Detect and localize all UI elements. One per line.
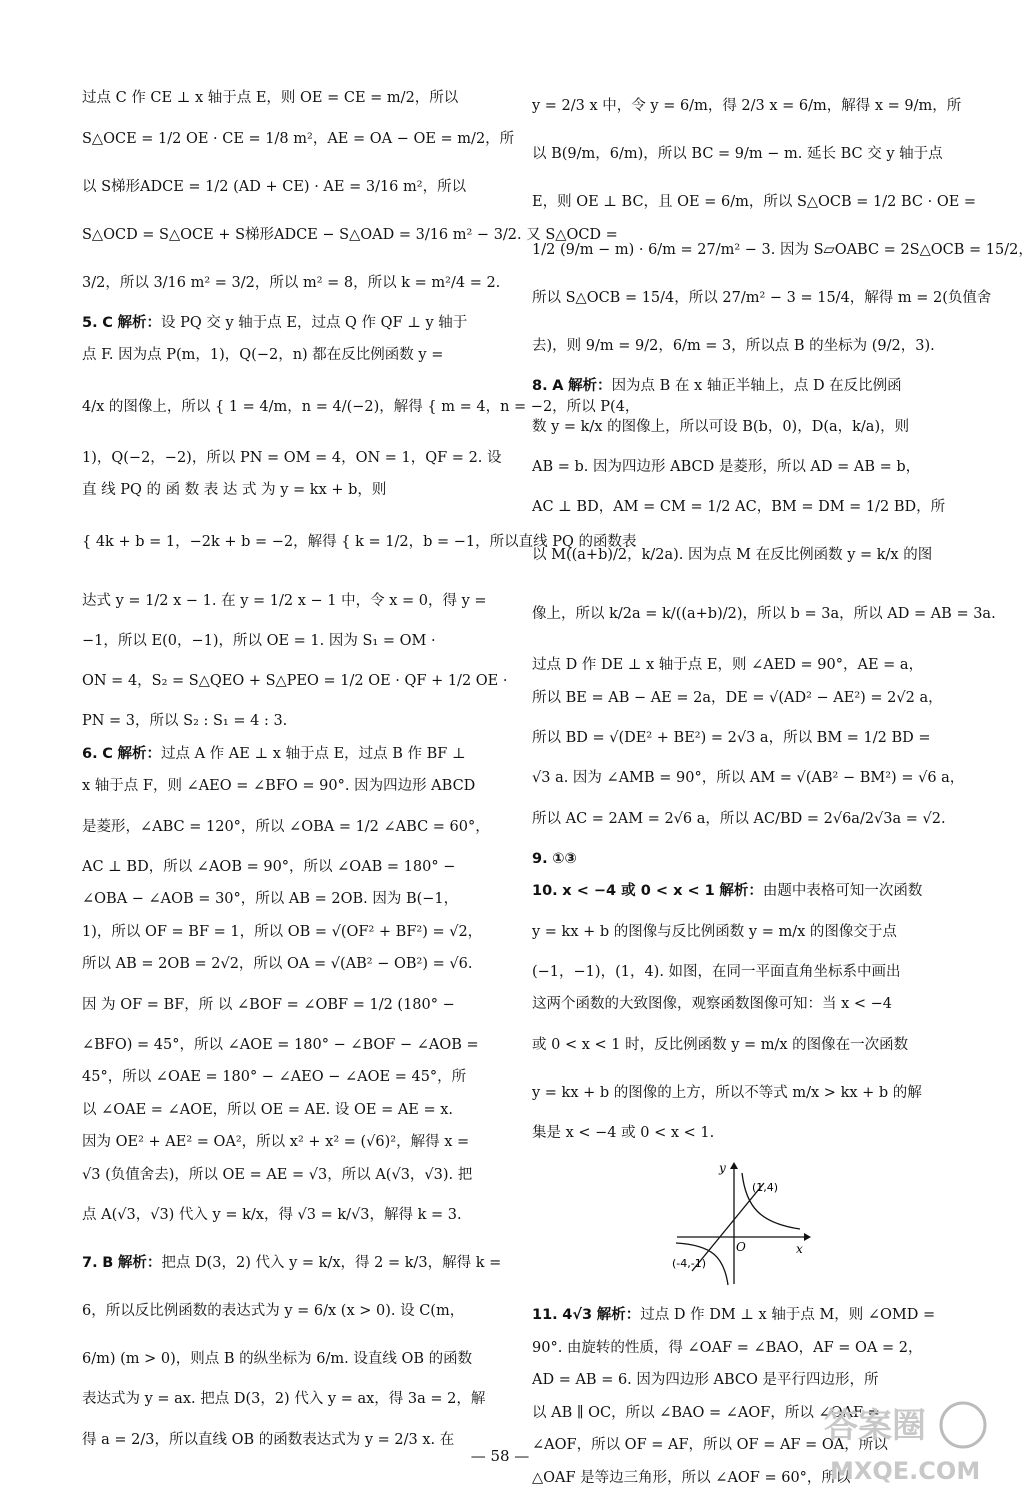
text-line (532, 1332, 940, 1365)
text-line (532, 714, 940, 762)
text-line (532, 908, 940, 956)
answer-choice: x < −4 或 0 < x < 1 (562, 883, 715, 899)
line-text: 直 线 PQ 的 函 数 表 达 式 为 y = kx + b，则 (82, 482, 387, 498)
x-axis-label: x (796, 1242, 803, 1256)
text-line (82, 307, 490, 340)
line-text: 是菱形，∠ABC = 120°，所以 ∠OBA = 1/2 ∠ABC = 60°， (82, 818, 490, 835)
text-line (82, 163, 490, 211)
text-line (82, 211, 618, 259)
analysis-label: 解析： (596, 1307, 641, 1323)
function-graph (672, 1159, 812, 1289)
text-line (532, 1117, 940, 1150)
line-text: S△OCD = S△OCE + S梯形ADCE − S△OAD = 3/16 m² − 3/2. 又 S△OCD = (82, 226, 618, 243)
text-line (82, 981, 490, 1029)
line-text: y = kx + b 的图像的上方，所以不等式 m/x > kx + b 的解 (532, 1084, 922, 1101)
line-text: 或 0 < x < 1 时，反比例函数 y = m/x 的图像在一次函数 (532, 1036, 909, 1053)
line-text: ∠OBA − ∠AOB = 30°，所以 AB = 2OB. 因为 B(−1， (82, 891, 459, 907)
text-line (532, 178, 977, 226)
text-line (532, 1069, 940, 1117)
text-line (82, 883, 490, 916)
x-axis-arrow (804, 1233, 811, 1241)
line-text: 4/x 的图像上，所以 { 1 = 4/m，n = 4/(−2)，解得 { m = 4，n = −2，所以 P(4， (82, 398, 640, 415)
text-line (82, 1126, 490, 1159)
answer-choice: A (552, 378, 564, 394)
line-text: 因为点 B 在 x 轴正半轴上，点 D 在反比例函 (611, 378, 902, 394)
line-text: √3 (负值舍去)，所以 OE = AE = √3，所以 A(√3，√3). 把 (82, 1166, 473, 1183)
line-text: AB = b. 因为四边形 ABCD 是菱形，所以 AD = AB = b， (532, 458, 921, 475)
analysis-label: 解析： (719, 883, 763, 899)
line-text: 所以 BE = AB − AE = 2a，DE = √(AD² − AE²) = 2√2 a， (532, 689, 943, 706)
text-line (532, 403, 940, 451)
right-column (532, 82, 1033, 1494)
line-text: 所以 AB = 2OB = 2√2，所以 OA = √(AB² − OB²) = √6. (82, 956, 473, 972)
line-text: √3 a. 因为 ∠AMB = 90°，所以 AM = √(AB² − BM²) = √6 a， (532, 770, 965, 786)
text-line (532, 1299, 940, 1332)
line-text: 点 F. 因为点 P(m，1)，Q(−2，n) 都在反比例函数 y = (82, 347, 444, 363)
line-text: PN = 3，所以 S₂ : S₁ = 4 : 3. (82, 713, 288, 729)
text-line (532, 370, 940, 403)
line-text: 6/m) (m > 0)，则点 B 的纵坐标为 6/m. 设直线 OB 的函数 (82, 1351, 473, 1367)
question-number: 6. (82, 745, 98, 762)
line-text: E，则 OE ⊥ BC，且 OE = 6/m，所以 S△OCB = 1/2 BC · OE = (532, 194, 977, 210)
line-text: y = kx + b 的图像与反比例函数 y = m/x 的图像交于点 (532, 923, 897, 940)
answer-choice: ①③ (552, 850, 577, 867)
text-line (532, 579, 996, 649)
line-text: 过点 A 作 AE ⊥ x 轴于点 E，过点 B 作 BF ⊥ (160, 745, 466, 762)
line-text: 以 ∠OAE = ∠AOE，所以 OE = AE. 设 OE = AE = x. (82, 1101, 454, 1118)
y-axis-label: y (719, 1161, 726, 1175)
line-text: 得 a = 2/3，所以直线 OB 的函数表达式为 y = 2/3 x. 在 (82, 1431, 455, 1448)
line-text: ∠BFO) = 45°，所以 ∠AOE = 180° − ∠BOF − ∠AOB = (82, 1036, 479, 1053)
line-text: ON = 4，S₂ = S△QEO + S△PEO = 1/2 OE · QF + 1/2 OE · (82, 673, 508, 689)
line-text: 45°，所以 ∠OAE = 180° − ∠AEO − ∠AOE = 45°，所 (82, 1069, 467, 1085)
text-line (82, 82, 490, 115)
line-text: 1)，所以 OF = BF = 1，所以 OB = √(OF² + BF²) = √2， (82, 923, 483, 940)
line-text: 过点 D 作 DM ⊥ x 轴于点 M，则 ∠OMD = (640, 1307, 936, 1323)
analysis-label: 解析： (117, 314, 161, 331)
line-text: 以 B(9/m，6/m)，所以 BC = 9/m − m. 延长 BC 交 y 轴于点 (532, 146, 943, 162)
text-line (82, 1239, 502, 1287)
y-axis-arrow (730, 1162, 738, 1169)
text-line (82, 1287, 490, 1335)
text-line (532, 988, 940, 1021)
answer-choice: C (102, 745, 113, 762)
text-line (532, 130, 943, 178)
text-line (532, 875, 940, 908)
line-text: x 轴于点 F，则 ∠AEO = ∠BFO = 90°. 因为四边形 ABCD (82, 778, 476, 794)
text-line (532, 795, 946, 843)
analysis-label: 解析： (117, 1255, 162, 1271)
line-text: 所以 BD = √(DE² + BE²) = 2√3 a，所以 BM = 1/2 BD = (532, 730, 931, 746)
line-text: 以 M((a+b)/2，k/2a). 因为点 M 在反比例函数 y = k/x 的图 (532, 547, 933, 563)
question-number: 5. (82, 314, 98, 331)
point-label-2: (-4,-1) (672, 1257, 707, 1270)
line-text: 过点 D 作 DE ⊥ x 轴于点 E，则 ∠AED = 90°，AE = a， (532, 657, 924, 673)
line-text: 去)，则 9/m = 9/2，6/m = 3，所以点 B 的坐标为 (9/2，3). (532, 338, 935, 354)
line-text: 所以 AC = 2AM = 2√6 a，所以 AC/BD = 2√6a/2√3a = √2. (532, 810, 946, 827)
line-text: 由题中表格可知一次函数 (762, 883, 923, 899)
line-text: 设 PQ 交 y 轴于点 E，过点 Q 作 QF ⊥ y 轴于 (160, 314, 468, 331)
line-text: 把点 D(3，2) 代入 y = k/x，得 2 = k/3，解得 k = (161, 1255, 502, 1271)
text-line (82, 1159, 490, 1192)
text-line (82, 1094, 490, 1127)
line-text: 像上，所以 k/2a = k/((a+b)/2)，所以 b = 3a，所以 AD = AB = 3a. (532, 606, 996, 622)
text-line (82, 1029, 490, 1062)
text-line (532, 762, 965, 795)
origin-label: O (736, 1240, 746, 1254)
text-line (82, 803, 490, 851)
text-line (532, 451, 940, 484)
text-line (82, 948, 490, 981)
text-line (532, 1021, 940, 1069)
line-text: y = 2/3 x 中，令 y = 6/m，得 2/3 x = 6/m，解得 x = 9/m，所 (532, 98, 962, 114)
text-line (82, 577, 490, 625)
watermark-text-1: 答案圈 (824, 1406, 926, 1446)
point-label-1: (1,4) (752, 1181, 779, 1194)
text-line (82, 474, 490, 507)
line-text: 集是 x < −4 或 0 < x < 1. (532, 1124, 715, 1141)
text-line (82, 851, 490, 884)
line-text: 以 AB ∥ OC，所以 ∠BAO = ∠AOF，所以 ∠OAF = (532, 1404, 880, 1421)
line-text: S△OCE = 1/2 OE · CE = 1/8 m²，AE = OA − OE = m/2，所 (82, 130, 515, 147)
line-text: 因为 OE² + AE² = OA²，所以 x² + x² = (√6)²，解得 x = (82, 1134, 470, 1150)
answer-choice: C (102, 314, 113, 331)
text-line (82, 507, 637, 577)
page-number: — 58 — (470, 1447, 530, 1465)
text-line (82, 259, 501, 307)
line-text: 点 A(√3，√3) 代入 y = k/x，得 √3 = k/√3，解得 k = 3. (82, 1207, 462, 1223)
analysis-label: 解析： (568, 378, 612, 394)
text-line (532, 274, 992, 322)
text-line (82, 705, 490, 738)
text-line (82, 1335, 490, 1383)
text-line (82, 1191, 490, 1239)
line-text: 6，所以反比例函数的表达式为 y = 6/x (x > 0). 设 C(m， (82, 1303, 465, 1319)
text-line (532, 1364, 940, 1397)
text-line (532, 531, 940, 579)
text-line (532, 843, 940, 876)
question-number: 11. (532, 1307, 558, 1323)
answer-choice: B (102, 1255, 114, 1271)
text-line (532, 82, 962, 130)
text-line (532, 649, 940, 682)
text-line (532, 682, 943, 715)
text-line (82, 916, 490, 949)
line-text: ∠AOF，所以 OF = AF，所以 OF = AF = OA，所以 (532, 1437, 888, 1453)
text-line (82, 115, 515, 163)
line-text: (−1，−1)，(1，4). 如图，在同一平面直角坐标系中画出 (532, 963, 901, 980)
line-text: { 4k + b = 1，−2k + b = −2，解得 { k = 1/2，b = −1，所以直线 PQ 的函数表 (82, 533, 637, 550)
watermark-text-2: MXQE.COM (830, 1457, 981, 1485)
line-text: AC ⊥ BD，所以 ∠AOB = 90°，所以 ∠OAB = 180° − (82, 858, 456, 875)
line-text: 过点 C 作 CE ⊥ x 轴于点 E，则 OE = CE = m/2，所以 (82, 90, 459, 106)
text-line (532, 956, 940, 989)
text-line (82, 657, 508, 705)
text-line (82, 442, 502, 475)
text-line (532, 483, 946, 531)
line-text: 1)，Q(−2，−2)，所以 PN = OM = 4，ON = 1，QF = 2. 设 (82, 449, 502, 466)
answer-choice: 4√3 (562, 1307, 593, 1323)
question-number: 7. (82, 1255, 98, 1271)
line-text: 1/2 (9/m − m) · 6/m = 27/m² − 3. 因为 S▱OABC = 2S△OCB = 15/2， (532, 242, 1033, 258)
line-text: △OAF 是等边三角形，所以 ∠AOF = 60°，所以 (532, 1469, 851, 1486)
line-text: 达式 y = 1/2 x − 1. 在 y = 1/2 x − 1 中，令 x = 0，得 y = (82, 592, 487, 609)
line-text: 表达式为 y = ax. 把点 D(3，2) 代入 y = ax，得 3a = 2，解 (82, 1391, 486, 1407)
line-text: 所以 S△OCB = 15/4，所以 27/m² − 3 = 15/4，解得 m = 2(负值舍 (532, 290, 992, 306)
question-number: 8. (532, 378, 548, 394)
line-text: 90°. 由旋转的性质，得 ∠OAF = ∠BAO，AF = OA = 2， (532, 1339, 923, 1356)
question-number: 9. (532, 850, 548, 867)
text-line (532, 226, 1033, 274)
text-line (82, 738, 490, 771)
text-line (532, 322, 940, 370)
text-line (82, 339, 490, 372)
line-text: 以 S梯形ADCE = 1/2 (AD + CE) · AE = 3/16 m²，所以 (82, 178, 467, 195)
text-line (82, 1383, 490, 1416)
line-text: 这两个函数的大致图像，观察函数图像可知：当 x < −4 (532, 996, 893, 1012)
line-text: AD = AB = 6. 因为四边形 ABCO 是平行四边形，所 (532, 1372, 879, 1388)
line-text: AC ⊥ BD，AM = CM = 1/2 AC，BM = DM = 1/2 BD，所 (532, 499, 946, 515)
analysis-label: 解析： (117, 745, 161, 762)
line-text: 3/2，所以 3/16 m² = 3/2，所以 m² = 8，所以 k = m²/4 = 2. (82, 274, 501, 291)
line-text: −1，所以 E(0，−1)，所以 OE = 1. 因为 S₁ = OM · (82, 632, 436, 649)
text-line (82, 770, 490, 803)
question-number: 10. (532, 883, 558, 899)
text-line (82, 1061, 490, 1094)
line-text: 因 为 OF = BF，所 以 ∠BOF = ∠OBF = 1/2 (180° − (82, 996, 455, 1013)
line-text: 数 y = k/x 的图像上，所以可设 B(b，0)，D(a，k/a)，则 (532, 418, 910, 435)
watermark-logo (820, 1395, 990, 1487)
text-line (82, 625, 490, 658)
